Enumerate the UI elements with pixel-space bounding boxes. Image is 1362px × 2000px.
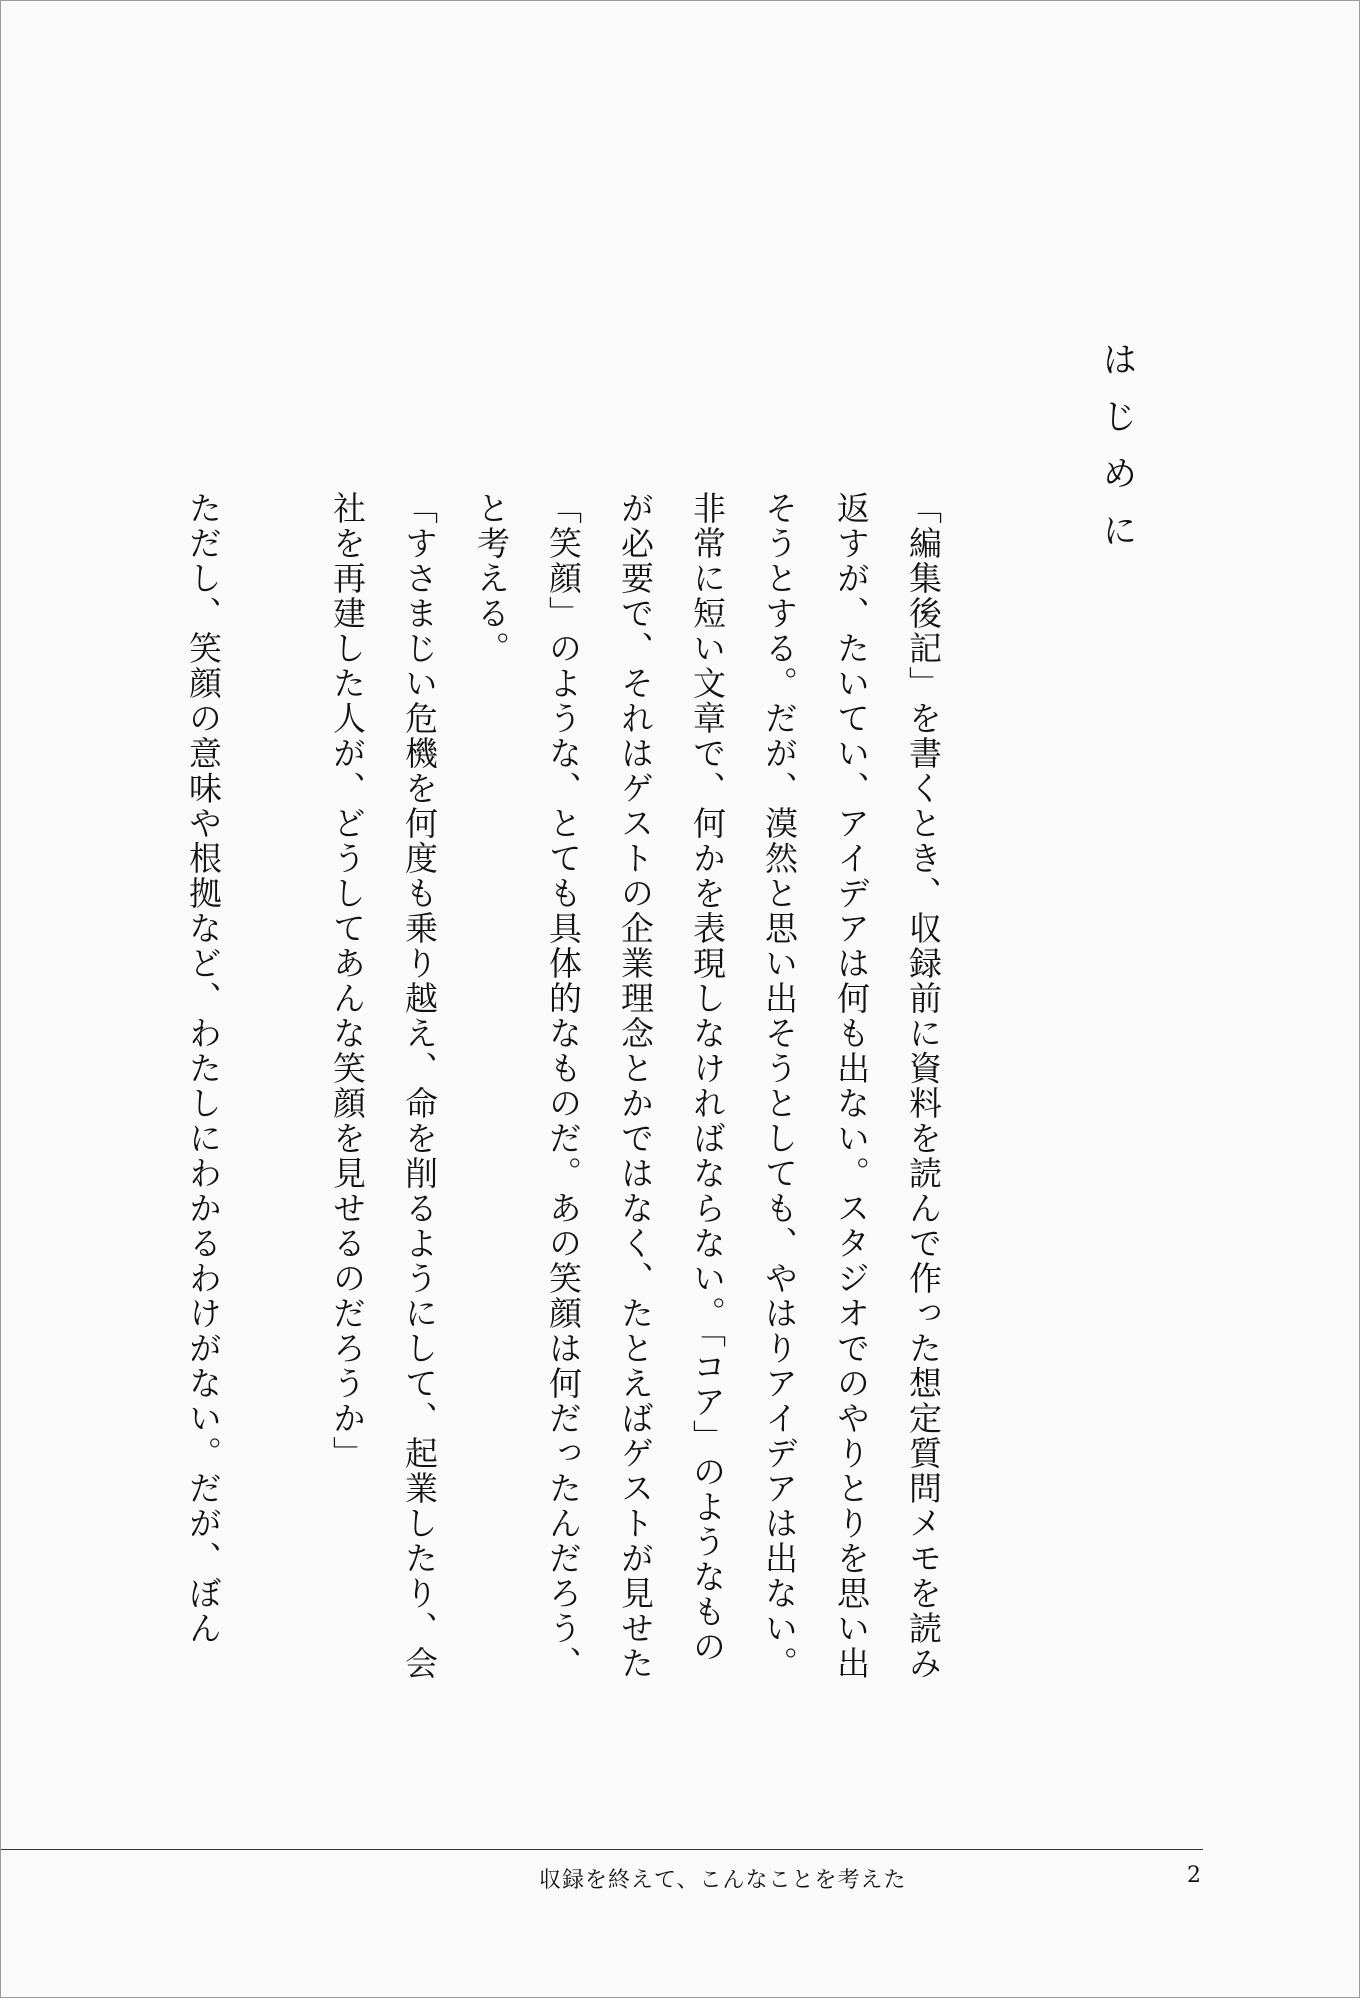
running-head: 収録を終えて、こんなことを考えた	[539, 1868, 907, 1893]
paragraph-2: 「すさまじい危機を何度も乗り越え、命を削るようにして、起業したり、会社を再建した人が、どうしてあんな笑顔を見せるのだろうか」	[328, 491, 439, 1681]
page-number: 2	[1187, 1863, 1201, 1888]
chapter-heading: はじめに	[1097, 341, 1137, 569]
paragraph-1: 「編集後記」を書くとき、収録前に資料を読んで作った想定質問メモを読み返すが、たいてい、アイデアは何も出ない。スタジオでのやりとりを思い出そうとする。だが、漠然と思い出そうとしても、やはりアイデアは出ない。非常に短い文章で、何かを表現しなければならない。「コア」のようなものが必要で、それはゲストの企業理念とかではなく、たとえばゲストが見せた「笑顔」のような、とても具体的なものだ。あの笑顔は何だったんだろう、と考える。	[472, 491, 943, 1681]
footer-divider	[1, 1849, 1203, 1850]
paragraph-3: ただし、笑顔の意味や根拠など、わたしにわかるわけがない。だが、ぼん	[184, 491, 223, 1646]
body-text	[167, 491, 959, 1691]
